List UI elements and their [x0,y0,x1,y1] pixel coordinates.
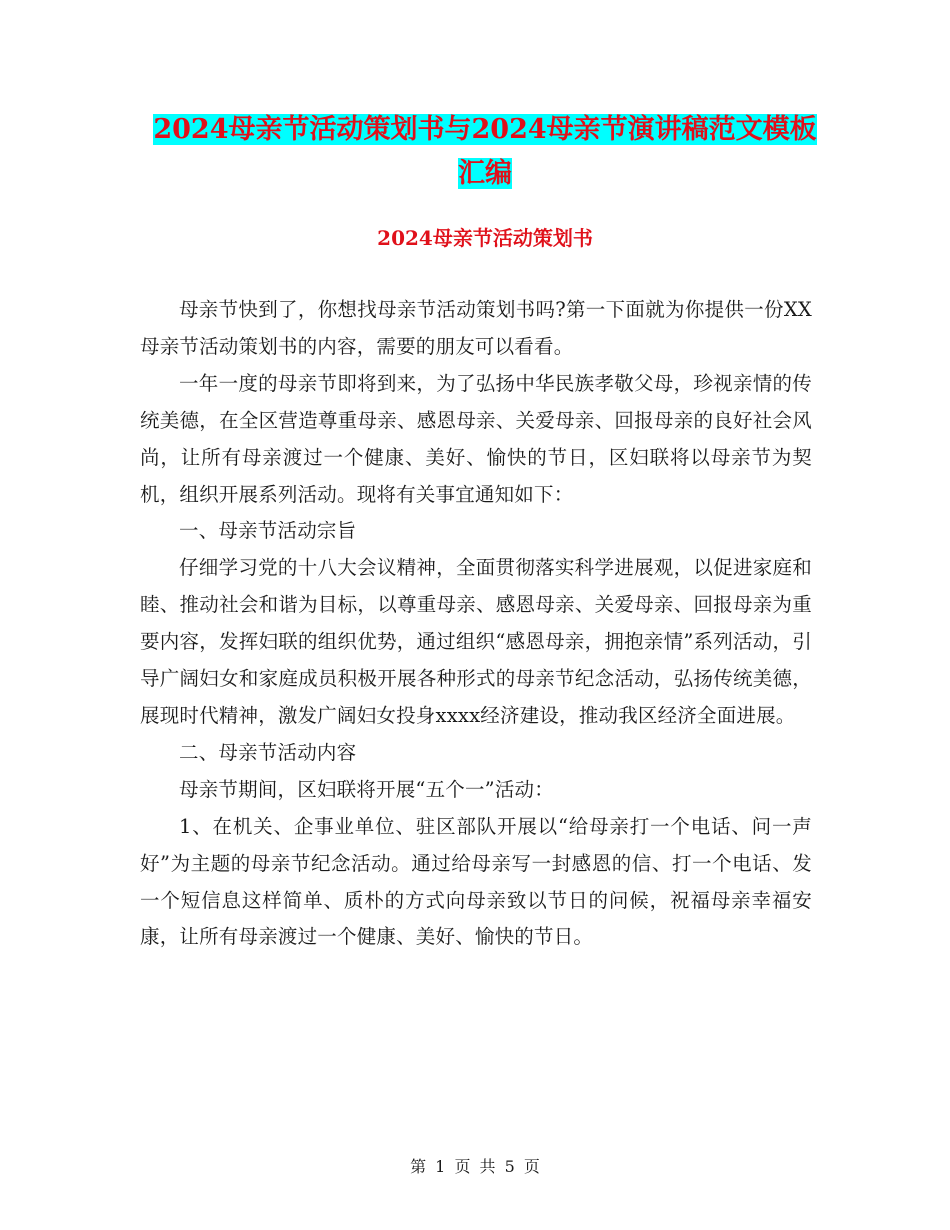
document-title-line-1: 2024母亲节活动策划书与2024母亲节演讲稿范文模板 [153,114,817,145]
document-title-line-2: 汇编 [458,158,512,189]
page-footer: 第 1 页 共 5 页 [410,1157,540,1176]
paragraph-item-1: 1、在机关、企事业单位、驻区部队开展以“给母亲打一个电话、问一声好”为主题的母亲节纪念活动。通过给母亲写一封感恩的信、打一个电话、发一个短信息这样简单、质朴的方式向母亲致以节日的问候，祝福母亲幸福安康，让所有母亲渡过一个健康、美好、愉快的节日。 [140,814,812,949]
section-title: 2024母亲节活动策划书 [377,226,593,250]
heading-content: 二、母亲节活动内容 [179,740,357,764]
paragraph-notice: 一年一度的母亲节即将到来，为了弘扬中华民族孝敬父母，珍视亲情的传统美德，在全区营造尊重母亲、感恩母亲、关爱母亲、回报母亲的良好社会风尚，让所有母亲渡过一个健康、美好、愉快的节日，区妇联将以母亲节为契机，组织开展系列活动。现将有关事宜通知如下： [140,371,812,506]
paragraph-intro: 母亲节快到了，你想找母亲节活动策划书吗?第一下面就为你提供一份XX母亲节活动策划书的内容，需要的朋友可以看看。 [140,298,812,358]
document-title [140,108,830,196]
paragraph-purpose: 仔细学习党的十八大会议精神，全面贯彻落实科学进展观，以促进家庭和睦、推动社会和谐为目标，以尊重母亲、感恩母亲、关爱母亲、回报母亲为重要内容，发挥妇联的组织优势，通过组织“感恩母亲，拥抱亲情”系列活动，引导广阔妇女和家庭成员积极开展各种形式的母亲节纪念活动，弘扬传统美德，展现时代精神，激发广阔妇女投身xxxx经济建设，推动我区经济全面进展。 [140,556,812,727]
heading-purpose: 一、母亲节活动宗旨 [179,519,357,543]
document-body [140,292,812,956]
paragraph-five-ones: 母亲节期间，区妇联将开展“五个一”活动： [179,777,554,801]
